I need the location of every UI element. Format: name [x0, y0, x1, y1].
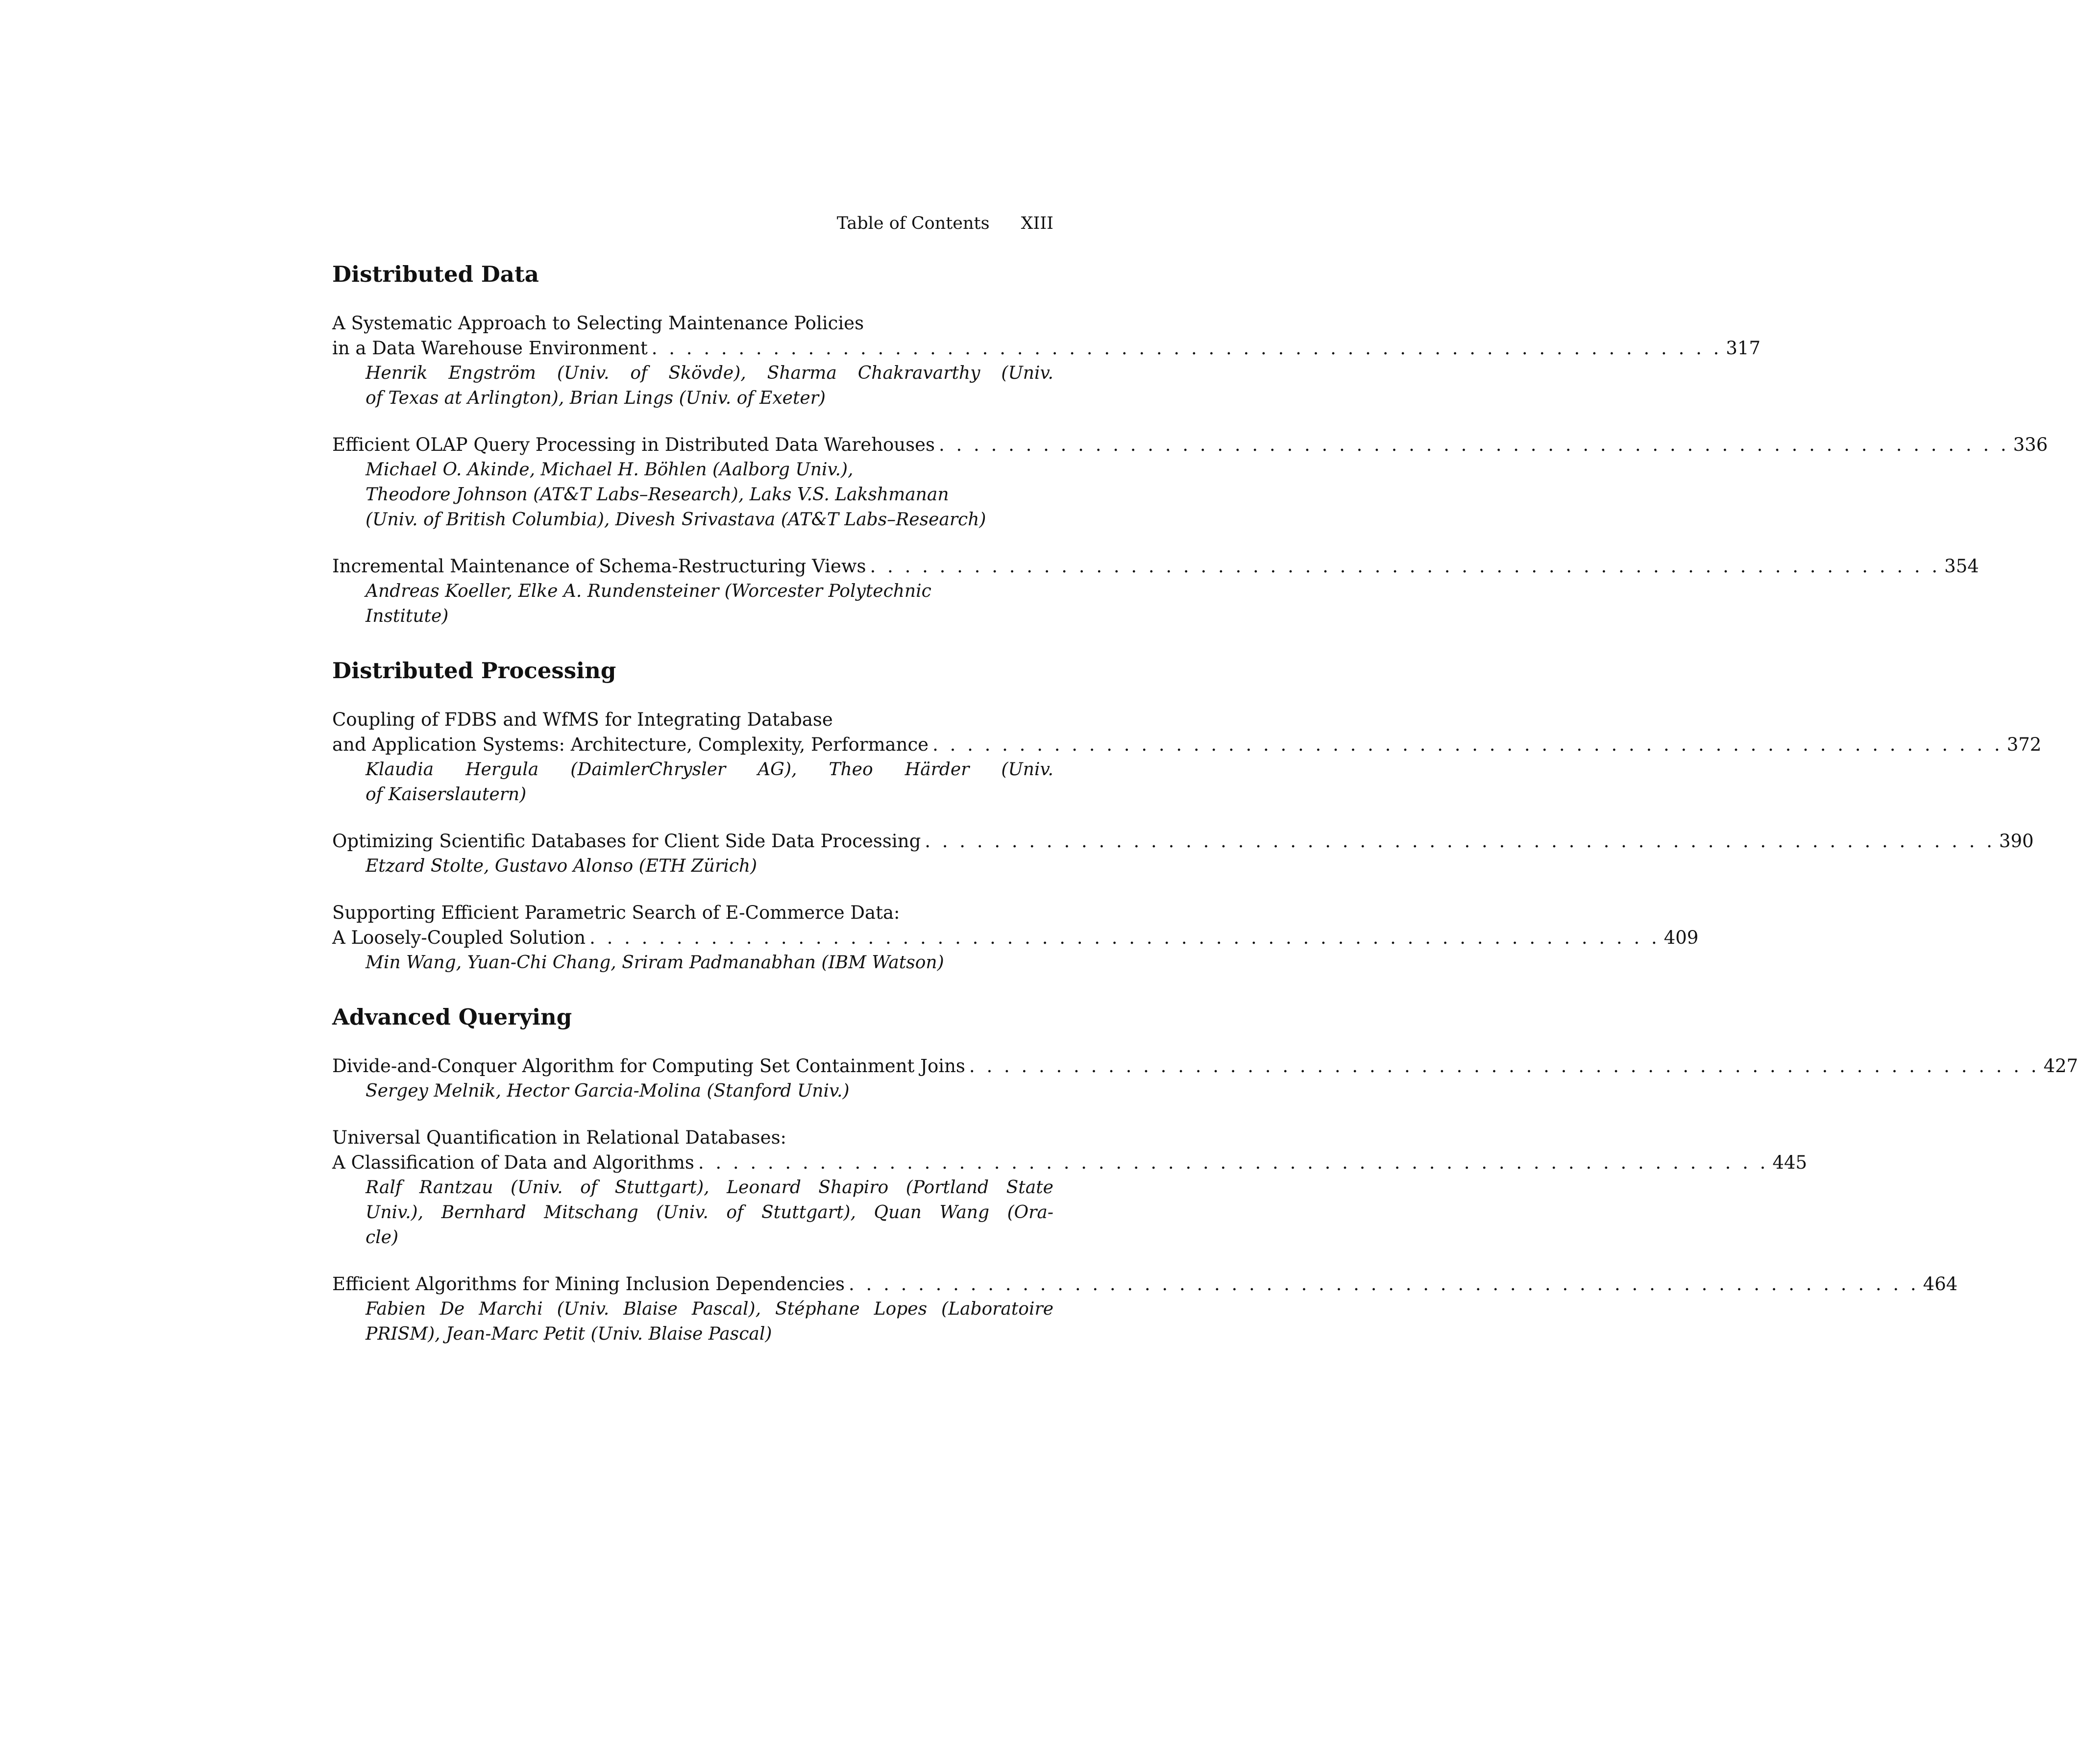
toc-entry: [332, 311, 1761, 411]
table-of-contents: [332, 254, 2078, 1368]
entry-page-number: 336: [2013, 434, 2048, 455]
entry-title-last-line: [332, 554, 1979, 579]
entry-title-line: A Systematic Approach to Selecting Maintenance Policies: [332, 313, 864, 334]
dot-leader: . . . . . . . . . . . . . . . . . . . . . . . . . . . . . . . . . . . . . . . . . . . . . . . . . . . . . . . . . . . . . .: [589, 927, 1660, 948]
author-line: Univ.), Bernhard Mitschang (Univ. of Stuttgart), Quan Wang (Ora-: [366, 1202, 1053, 1223]
author-line: PRISM), Jean-Marc Petit (Univ. Blaise Pascal): [366, 1324, 772, 1344]
dot-leader: . . . . . . . . . . . . . . . . . . . . . . . . . . . . . . . . . . . . . . . . . . . . . . . . . . . . . . . . . . . . . .: [849, 1274, 1919, 1295]
entry-authors: [366, 854, 1053, 879]
entry-page-number: 464: [1923, 1274, 1958, 1295]
entry-title-last-line: [332, 1150, 1808, 1175]
entry-authors: [366, 950, 1053, 975]
toc-entry: [332, 432, 2048, 532]
entry-title-text: Divide-and-Conquer Algorithm for Computing Set Containment Joins: [332, 1055, 965, 1077]
toc-section-distributed-processing: [332, 650, 2042, 975]
author-line: Henrik Engström (Univ. of Skövde), Sharma Chakravarthy (Univ.: [366, 363, 1053, 383]
entry-authors: [366, 1078, 1053, 1103]
dot-leader: . . . . . . . . . . . . . . . . . . . . . . . . . . . . . . . . . . . . . . . . . . . . . . . . . . . . . . . . . . . . . .: [969, 1055, 2040, 1077]
toc-entry: [332, 1272, 1958, 1347]
dot-leader: . . . . . . . . . . . . . . . . . . . . . . . . . . . . . . . . . . . . . . . . . . . . . . . . . . . . . . . . . . . . . .: [651, 338, 1722, 359]
author-line: Sergey Melnik, Hector Garcia-Molina (Stanford Univ.): [366, 1081, 850, 1101]
entry-title-last-line: [332, 829, 2034, 854]
entry-authors: [366, 757, 1053, 807]
author-line: Fabien De Marchi (Univ. Blaise Pascal), Stéphane Lopes (Laboratoire: [366, 1299, 1053, 1319]
author-line: Etzard Stolte, Gustavo Alonso (ETH Zürich): [366, 856, 758, 876]
entry-title-text: A Loosely-Coupled Solution: [332, 927, 586, 948]
entry-title-text: in a Data Warehouse Environment: [332, 338, 648, 359]
entry-authors: [366, 1175, 1053, 1250]
entry-title-last-line: [332, 432, 2048, 457]
entry-page-number: 445: [1772, 1152, 1808, 1173]
entry-title-last-line: [332, 925, 1699, 950]
entry-authors: [366, 457, 1053, 532]
entry-page-number: 354: [1944, 556, 1979, 577]
author-line: Ralf Rantzau (Univ. of Stuttgart), Leonard Shapiro (Portland State: [366, 1177, 1053, 1198]
author-line: Theodore Johnson (AT&T Labs–Research), Laks V.S. Lakshmanan: [366, 485, 949, 505]
toc-entry: [332, 900, 1699, 975]
entry-title-text: Optimizing Scientific Databases for Client Side Data Processing: [332, 831, 921, 852]
running-head-page-number: XIII: [1021, 214, 1053, 233]
author-line: cle): [366, 1227, 399, 1248]
toc-entry: [332, 1125, 1808, 1250]
entry-page-number: 409: [1663, 927, 1699, 948]
toc-entry: [332, 707, 2042, 807]
entry-page-number: 390: [1999, 831, 2034, 852]
entry-title-line: Coupling of FDBS and WfMS for Integrating Database: [332, 709, 833, 730]
entry-title-text: Efficient OLAP Query Processing in Distributed Data Warehouses: [332, 434, 935, 455]
entry-title-text: Incremental Maintenance of Schema-Restructuring Views: [332, 556, 866, 577]
toc-entry: [332, 554, 1979, 629]
entry-title-last-line: [332, 1272, 1958, 1297]
dot-leader: . . . . . . . . . . . . . . . . . . . . . . . . . . . . . . . . . . . . . . . . . . . . . . . . . . . . . . . . . . . . . .: [932, 734, 2003, 755]
dot-leader: . . . . . . . . . . . . . . . . . . . . . . . . . . . . . . . . . . . . . . . . . . . . . . . . . . . . . . . . . . . . . .: [939, 434, 2009, 455]
entry-authors: [366, 361, 1053, 411]
toc-section-distributed-data: [332, 254, 2048, 629]
running-head: [332, 212, 1053, 235]
author-line: Institute): [366, 606, 449, 626]
toc-entry: [332, 1054, 2078, 1103]
author-line: of Kaiserslautern): [366, 784, 527, 805]
entry-title-text: and Application Systems: Architecture, Complexity, Performance: [332, 734, 929, 755]
running-head-title: Table of Contents: [836, 214, 990, 233]
entry-page-number: 372: [2006, 734, 2042, 755]
dot-leader: . . . . . . . . . . . . . . . . . . . . . . . . . . . . . . . . . . . . . . . . . . . . . . . . . . . . . . . . . . . . . .: [698, 1152, 1769, 1173]
author-line: Klaudia Hergula (DaimlerChrysler AG), Theo Härder (Univ.: [366, 760, 1053, 780]
entry-page-number: 317: [1726, 338, 1761, 359]
entry-authors: [366, 579, 1053, 629]
entry-title-last-line: [332, 732, 2042, 757]
author-line: Andreas Koeller, Elke A. Rundensteiner (Worcester Polytechnic: [366, 581, 931, 601]
entry-title-line: Universal Quantification in Relational Databases:: [332, 1127, 787, 1148]
dot-leader: . . . . . . . . . . . . . . . . . . . . . . . . . . . . . . . . . . . . . . . . . . . . . . . . . . . . . . . . . . . . . .: [925, 831, 1995, 852]
entry-title-last-line: [332, 1054, 2078, 1078]
entry-title-last-line: [332, 336, 1761, 361]
entry-title-line: Supporting Efficient Parametric Search of E-Commerce Data:: [332, 902, 900, 923]
author-line: Michael O. Akinde, Michael H. Böhlen (Aalborg Univ.),: [366, 460, 854, 480]
section-title: Advanced Querying: [332, 1004, 572, 1030]
toc-section-advanced-querying: [332, 997, 2078, 1347]
entry-title-text: A Classification of Data and Algorithms: [332, 1152, 694, 1173]
entry-page-number: 427: [2043, 1055, 2078, 1077]
toc-entry: [332, 829, 2034, 879]
section-title: Distributed Data: [332, 261, 539, 287]
author-line: (Univ. of British Columbia), Divesh Srivastava (AT&T Labs–Research): [366, 510, 986, 530]
entry-title-text: Efficient Algorithms for Mining Inclusion Dependencies: [332, 1274, 845, 1295]
dot-leader: . . . . . . . . . . . . . . . . . . . . . . . . . . . . . . . . . . . . . . . . . . . . . . . . . . . . . . . . . . . . . .: [870, 556, 1941, 577]
section-title: Distributed Processing: [332, 658, 616, 684]
author-line: of Texas at Arlington), Brian Lings (Univ. of Exeter): [366, 388, 826, 408]
entry-authors: [366, 1297, 1053, 1347]
author-line: Min Wang, Yuan-Chi Chang, Sriram Padmanabhan (IBM Watson): [366, 953, 944, 973]
